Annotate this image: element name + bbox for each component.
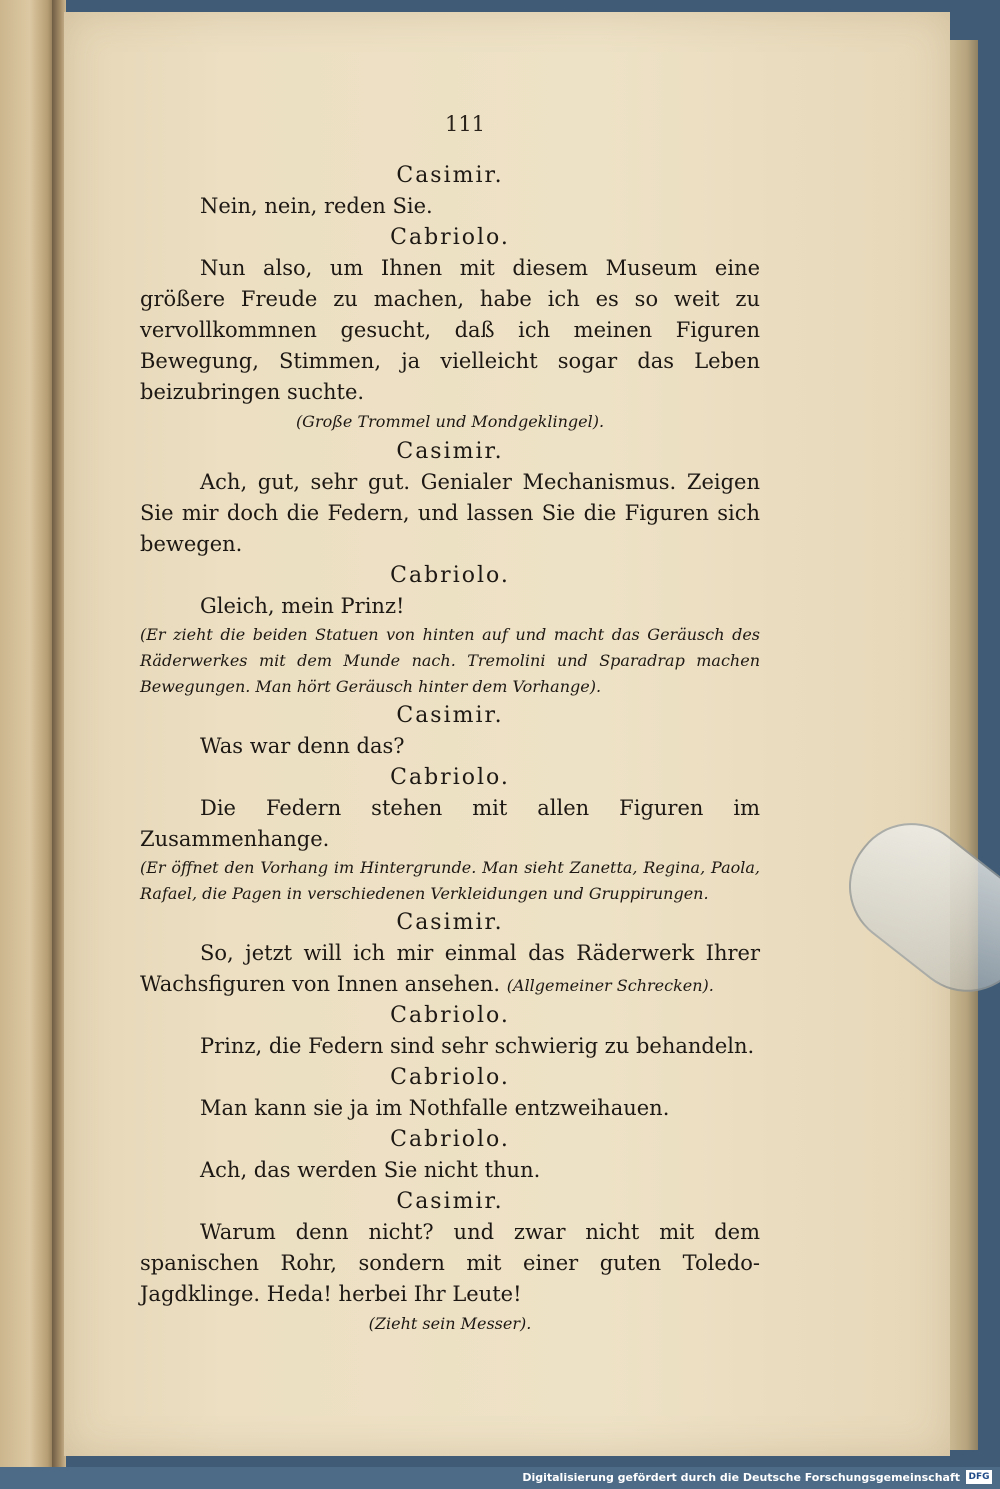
- speaker-name: Cabriolo.: [390, 1003, 510, 1028]
- page-text: [140, 160, 760, 1338]
- speaker-name: Casimir.: [396, 703, 504, 728]
- dialogue-line: Man kann sie ja im Nothfalle entzweihauen.: [200, 1096, 670, 1120]
- dialogue-line: [140, 938, 760, 1000]
- page-number: 111: [444, 112, 486, 136]
- left-page-edge: [0, 0, 54, 1467]
- dialogue-line: Ach, gut, sehr gut. Genialer Mechanismus. Zeigen Sie mir doch die Federn, und lassen Sie die Figuren sich bewegen.: [140, 470, 760, 556]
- dialogue-text: So, jetzt will ich mir einmal das Räderwerk Ihrer Wachsfiguren von Innen ansehen.: [140, 941, 760, 996]
- dialogue-line: Gleich, mein Prinz!: [200, 594, 405, 618]
- speaker-name: Cabriolo.: [390, 1065, 510, 1090]
- stage-direction: (Zieht sein Messer).: [368, 1314, 532, 1333]
- speaker-name: Casimir.: [396, 1189, 504, 1214]
- dialogue-line: Die Federn stehen mit allen Figuren im Zusammenhange.: [140, 796, 760, 851]
- stage-direction: (Große Trommel und Mondgeklingel).: [295, 412, 605, 431]
- dialogue-line: Nein, nein, reden Sie.: [200, 194, 433, 218]
- page-stack-edge: [950, 40, 978, 1450]
- dialogue-line: Warum denn nicht? und zwar nicht mit dem spanischen Rohr, sondern mit einer guten Toledo-Jagdklinge. Heda! herbei Ihr Leute!: [140, 1220, 760, 1306]
- dialogue-line: Nun also, um Ihnen mit diesem Museum eine größere Freude zu machen, habe ich es so weit zu vervollkommnen gesucht, daß ich meinen Figuren Bewegung, Stimmen, ja vielleicht sogar das Leben beizubringen suchte.: [140, 256, 760, 404]
- stage-direction: (Er öffnet den Vorhang im Hintergrunde. Man sieht Zanetta, Regina, Paola, Rafael, die Pagen in verschiedenen Verkleidungen und Gruppirungen.: [140, 858, 760, 903]
- dfg-logo: DFG: [966, 1470, 992, 1484]
- stage-direction: (Allgemeiner Schrecken).: [506, 976, 714, 995]
- speaker-name: Cabriolo.: [390, 225, 510, 250]
- dialogue-line: Prinz, die Federn sind sehr schwierig zu behandeln.: [200, 1034, 755, 1058]
- funding-credit: Digitalisierung gefördert durch die Deutsche Forschungsgemeinschaft: [522, 1471, 960, 1484]
- dialogue-line: Was war denn das?: [200, 734, 405, 758]
- speaker-name: Cabriolo.: [390, 563, 510, 588]
- speaker-name: Cabriolo.: [390, 765, 510, 790]
- speaker-name: Casimir.: [396, 910, 504, 935]
- speaker-name: Casimir.: [396, 439, 504, 464]
- speaker-name: Cabriolo.: [390, 1127, 510, 1152]
- dialogue-line: Ach, das werden Sie nicht thun.: [200, 1158, 541, 1182]
- speaker-name: Casimir.: [396, 163, 504, 188]
- stage-direction: (Er zieht die beiden Statuen von hinten auf und macht das Geräusch des Räderwerkes mit dem Munde nach. Tremolini und Sparadrap machen Bewegungen. Man hört Geräusch hinter dem Vorhange).: [140, 625, 760, 696]
